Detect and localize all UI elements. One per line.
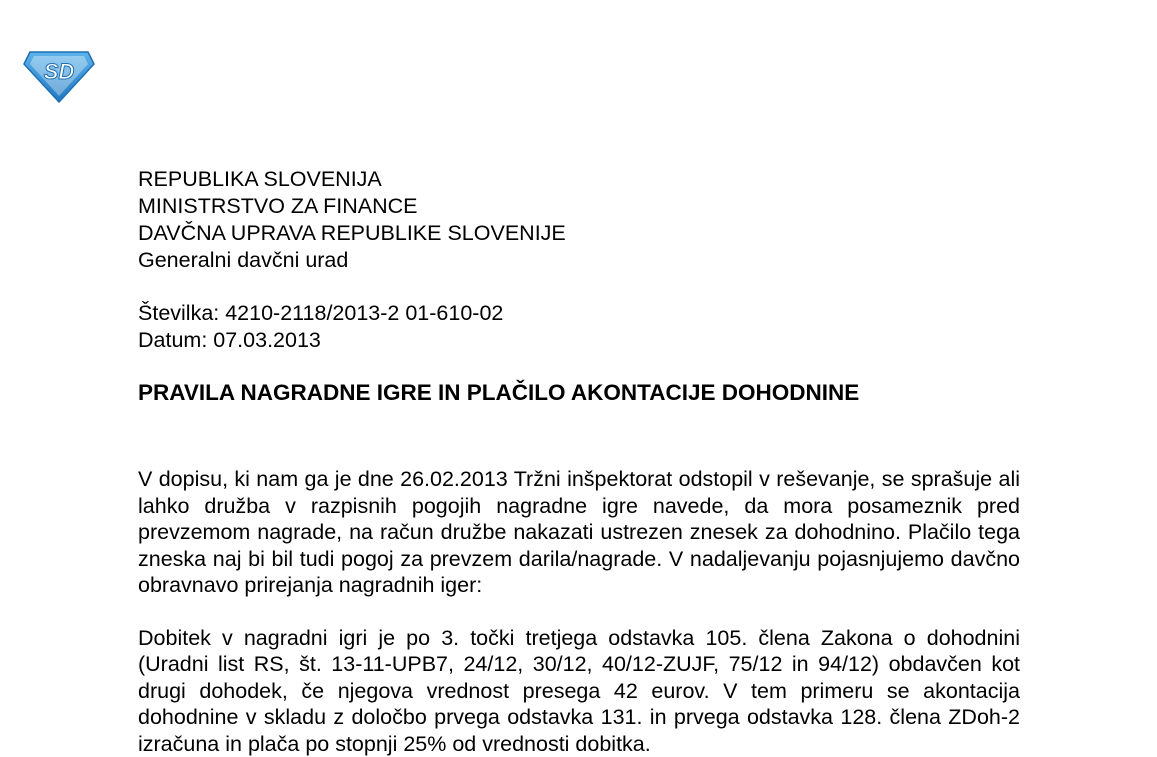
header-line-general-office: Generalni davčni urad (138, 247, 1020, 274)
paragraph-tax-treatment: Dobitek v nagradni igri je po 3. točki tretjega odstavka 105. člena Zakona o dohodnini (Uradni list RS, št. 13-11-UPB7, 24/12, 30/12, 40/12-ZUJF, 75/12 in 94/12) obdavčen kot drugi dohodek, če njegova vrednost presega 42 eurov. V tem primeru se akontacija dohodnine v skladu z določbo prvega odstavka 131. in prvega odstavka 128. člena ZDoh-2 izračuna in plača po stopnji 25% od vrednosti dobitka. (138, 625, 1020, 757)
shield-sd-logo (22, 48, 96, 104)
document-date: Datum: 07.03.2013 (138, 327, 1020, 354)
paragraph-intro: V dopisu, ki nam ga je dne 26.02.2013 Tržni inšpektorat odstopil v reševanje, se sprašuje ali lahko družba v razpisnih pogojih nagradne igre navede, da mora posameznik pred prevzemom nagrade, na račun družbe nakazati ustrezen znesek za dohodnino. Plačilo tega zneska naj bi bil tudi pogoj za prevzem darila/nagrade. V nadaljevanju pojasnjujemo davčno obravnavo prirejanja nagradnih iger: (138, 466, 1020, 599)
header-line-tax-office: DAVČNA UPRAVA REPUBLIKE SLOVENIJE (138, 220, 1020, 247)
document-number: Številka: 4210-2118/2013-2 01-610-02 (138, 300, 1020, 327)
header-line-ministry: MINISTRSTVO ZA FINANCE (138, 193, 1020, 220)
document-body (138, 166, 1020, 757)
header-line-republic: REPUBLIKA SLOVENIJA (138, 166, 1020, 193)
document-title: PRAVILA NAGRADNE IGRE IN PLAČILO AKONTACIJE DOHODNINE (138, 378, 1020, 408)
svg-text:SD: SD (44, 59, 75, 84)
